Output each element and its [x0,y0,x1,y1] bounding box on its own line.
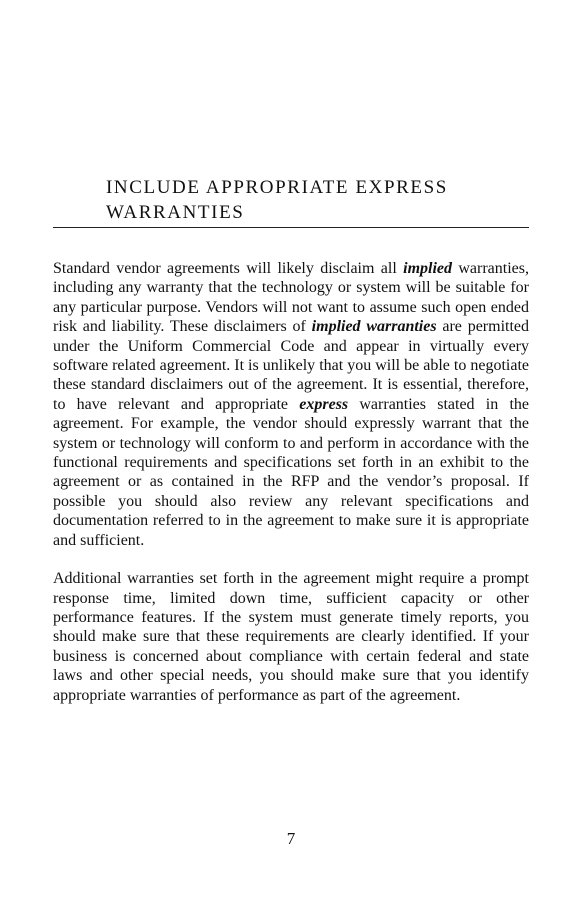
body-text [53,259,529,724]
heading-line-1: INCLUDE APPROPRIATE EXPRESS [106,177,448,198]
emphasis-implied-warranties: implied warranties [311,318,437,336]
heading-line-2: WARRANTIES [106,202,245,223]
heading-underline-rule [53,227,529,228]
paragraph-1-text-d: warranties stated in the agreement. For example, the vendor should expressly warrant that the system or technology will conform to and perform in accordance with the functional requirements and specifications set forth in an exhibit to the agreement or as contained in the RFP and the vendor’s proposal. If possible you should also review any relevant specifications and documentation referred to in the agreement to make sure it is appropriate and sufficient. [53,395,530,549]
section-heading-block [53,175,529,236]
paragraph-1-text-b: warranties, including any warranty that the technology or system will be suitable for any particular purpose. Vendors will not want to assume such open ended risk and liability. These disclaimers of [53,260,529,336]
emphasis-express: express [299,395,349,413]
paragraph-2: Additional warranties set forth in the agreement might require a prompt response time, limited down time, sufficient capacity or other performance features. If the system must generate timely reports, you should make sure that these requirements are clearly identified. If your business is concerned about compliance with certain federal and state laws and other special needs, you should make sure that you identify appropriate warranties of performance as part of the agreement. [53,570,529,704]
section-heading [53,175,529,225]
page-number: 7 [286,829,296,848]
paragraph-1 [53,259,529,550]
paragraph-1-text-a: Standard vendor agreements will likely disclaim all [53,260,404,277]
emphasis-implied: implied [403,260,453,277]
paragraph-1-text-c: are permitted under the Uniform Commercial Code and appear in virtually every software related agreement. It is unlikely that you will be able to negotiate these standard disclaimers out of the agreement. It is essential, therefore, to have relevant and appropriate [53,318,530,413]
